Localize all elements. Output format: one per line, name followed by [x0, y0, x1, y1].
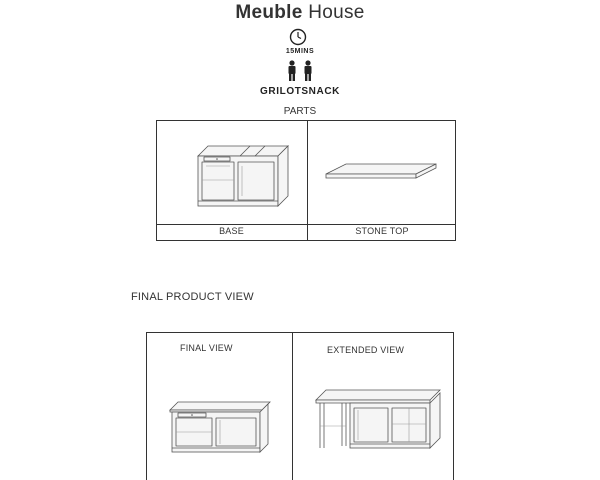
- parts-label-divider: [156, 224, 456, 225]
- base-cabinet-illustration: [190, 138, 290, 210]
- assembly-duration: 15MINS: [285, 48, 315, 55]
- final-view-divider: [292, 332, 293, 480]
- parts-divider: [307, 120, 308, 241]
- product-name: GRILOTSNACK: [260, 86, 340, 97]
- part-label-stone-top: STONE TOP: [355, 226, 409, 236]
- view-label-extended: EXTENDED VIEW: [327, 345, 405, 355]
- brand-name-bold: Meuble: [235, 2, 303, 23]
- part-label-base: BASE: [219, 226, 244, 236]
- stone-top-illustration: [322, 160, 440, 184]
- brand-name-light: House: [302, 2, 365, 23]
- two-person-icon: [283, 60, 317, 82]
- final-product-title: FINAL PRODUCT VIEW: [131, 291, 254, 303]
- final-view-illustration: [166, 398, 272, 454]
- view-label-final: FINAL VIEW: [180, 343, 233, 353]
- clock-icon: [289, 28, 307, 46]
- brand-logo: [0, 2, 600, 24]
- extended-view-illustration: [314, 386, 444, 456]
- parts-title: PARTS: [283, 106, 317, 117]
